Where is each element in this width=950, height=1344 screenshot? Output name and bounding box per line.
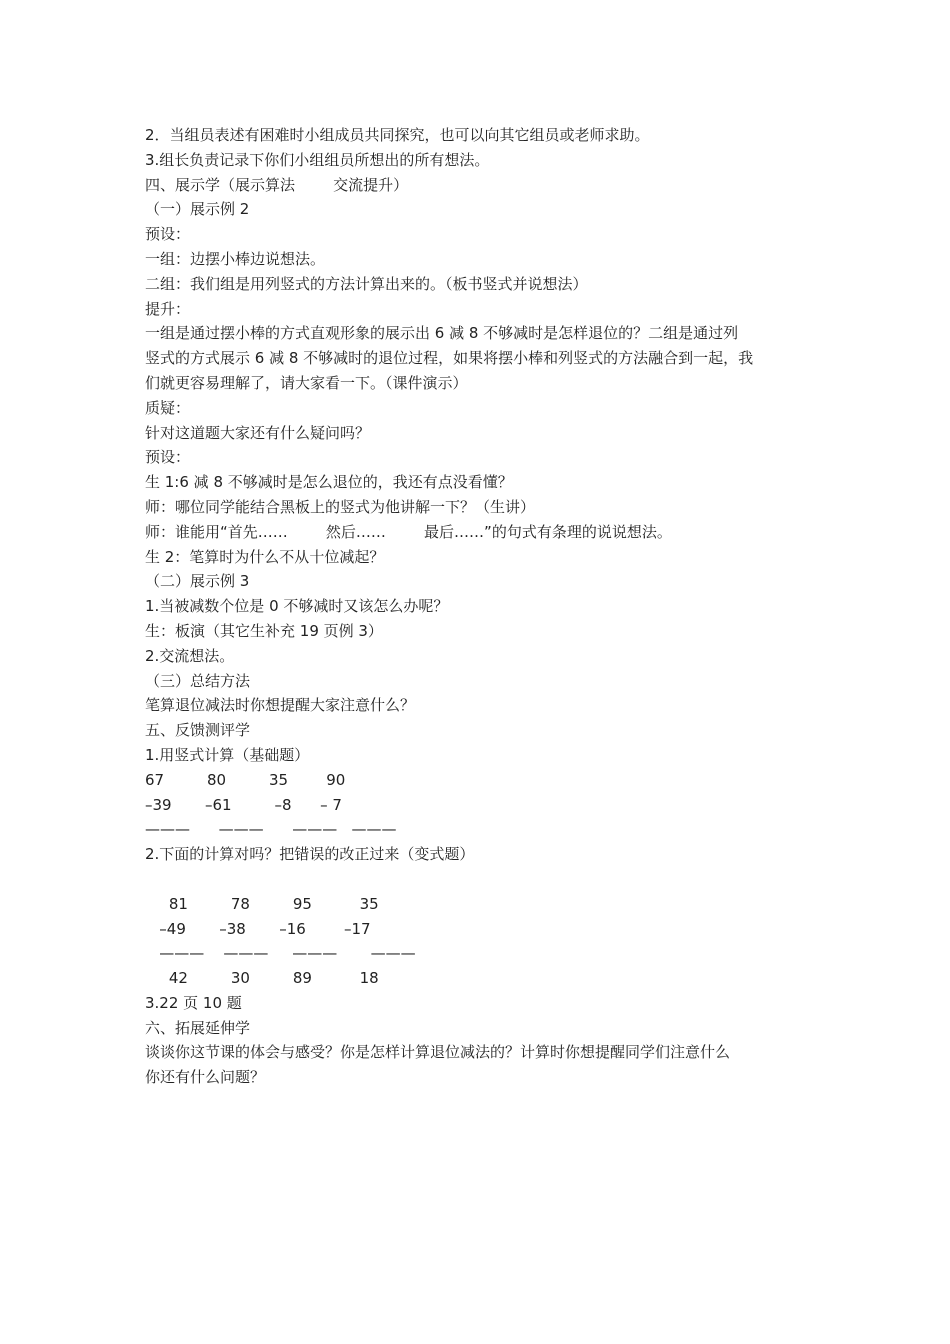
text-line: 竖式的方式展示 6 减 8 不够减时的退位过程，如果将摆小棒和列竖式的方法融合到一起，我 (145, 349, 754, 368)
text-line: 预设： (145, 448, 191, 467)
text-line: 二组：我们组是用列竖式的方法计算出来的。（板书竖式并说想法） (145, 274, 588, 293)
text-line: 笔算退位减法时你想提醒大家注意什么？ (145, 696, 416, 715)
text-line: 预设： (145, 225, 191, 244)
text-line: 你还有什么问题？ (145, 1068, 266, 1087)
arithmetic-row: 67 80 35 90 (145, 770, 346, 789)
text-line: 生 2：笔算时为什么不从十位减起？ (145, 547, 385, 566)
arithmetic-row: –49 –38 –16 –17 (145, 919, 371, 938)
text-line: 师：谁能用“首先…… 然后…… 最后……”的句式有条理的说说想法。 (145, 522, 672, 541)
text-line: 2.交流想法。 (145, 646, 235, 665)
text-line: 2.下面的计算对吗？把错误的改正过来（变式题） (145, 845, 475, 864)
arithmetic-row: ——— ——— ——— ——— (145, 944, 416, 963)
text-line: 1.用竖式计算（基础题） (145, 745, 310, 764)
section-heading: 五、反馈测评学 (145, 721, 251, 740)
blank-line (145, 867, 825, 892)
arithmetic-row: ——— ——— ——— ——— (145, 820, 397, 839)
document-body (145, 123, 825, 1090)
text-line: 质疑： (145, 398, 191, 417)
text-line: 针对这道题大家还有什么疑问吗？ (145, 423, 371, 442)
text-line: 3.22 页 10 题 (145, 993, 242, 1012)
text-line: 谈谈你这节课的体会与感受？你是怎样计算退位减法的？计算时你想提醒同学们注意什么 (145, 1043, 731, 1062)
subsection-heading: （一）展示例 2 (145, 200, 250, 219)
text-line: 提升： (145, 299, 191, 318)
text-line: 师：哪位同学能结合黑板上的竖式为他讲解一下？（生讲） (145, 497, 536, 516)
subsection-heading: （三）总结方法 (145, 671, 251, 690)
arithmetic-row: 81 78 95 35 (145, 894, 379, 913)
arithmetic-row: –39 –61 –8 – 7 (145, 795, 342, 814)
text-line: 们就更容易理解了，请大家看一下。（课件演示） (145, 373, 468, 392)
text-line: 1.当被减数个位是 0 不够减时又该怎么办呢？ (145, 597, 449, 616)
text-line: 生 1:6 减 8 不够减时是怎么退位的，我还有点没看懂？ (145, 473, 513, 492)
text-line: 2．当组员表述有困难时小组成员共同探究，也可以向其它组员或老师求助。 (145, 126, 650, 144)
arithmetic-row: 42 30 89 18 (145, 969, 379, 988)
section-heading: 四、展示学（展示算法 交流提升） (145, 175, 409, 194)
text-line: 3.组长负责记录下你们小组组员所想出的所有想法。 (145, 150, 490, 169)
text-line: 一组是通过摆小棒的方式直观形象的展示出 6 减 8 不够减时是怎样退位的？二组是通过列 (145, 324, 739, 343)
section-heading: 六、拓展延伸学 (145, 1018, 251, 1037)
text-line: 生：板演（其它生补充 19 页例 3） (145, 621, 383, 640)
subsection-heading: （二）展示例 3 (145, 572, 250, 591)
text-line: 一组：边摆小棒边说想法。 (145, 249, 326, 268)
